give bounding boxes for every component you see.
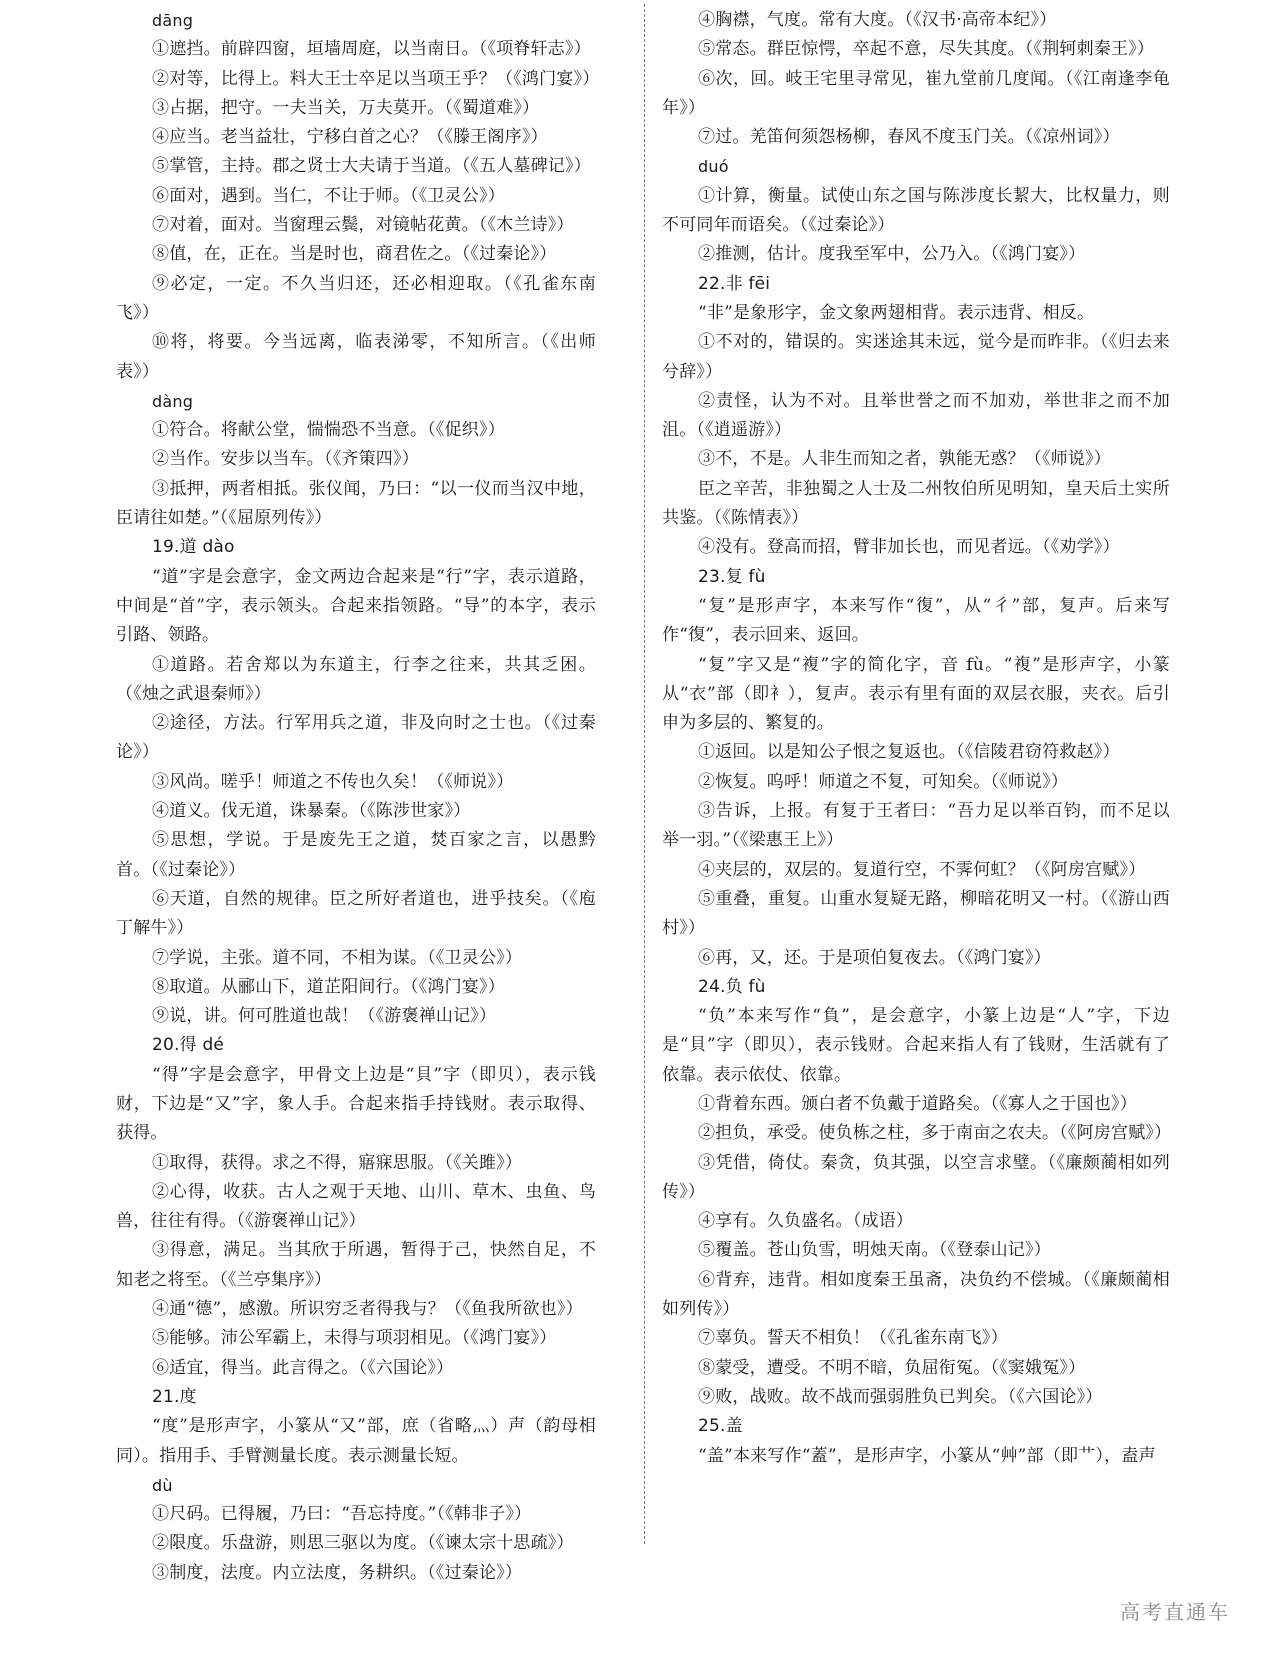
definition-line: ①返回。以是知公子恨之复返也。（《信陵君窃符救赵》） [698,742,1120,763]
definition-line: “盖”本来写作“蓋”，是形声字，小篆从“艸”部（即艹），盍声 [698,1445,1156,1466]
pinyin-label: dāng [152,11,194,30]
definition-line: ⑨必定，一定。不久当归还，还必相迎取。（《孔雀东南飞》） [116,273,596,323]
definition-line: ②推测，估计。度我至军中，公乃入。（《鸿门宴》） [698,244,1086,265]
entry-heading: 20.得 dé [152,1035,225,1056]
right-column [662,6,1170,1471]
definition-line: ⑥面对，遇到。当仁，不让于师。（《卫灵公》） [152,185,505,206]
definition-line: ⑧取道。从郦山下，道芷阳间行。（《鸿门宴》） [152,976,505,997]
entry-heading: 21.度 [152,1386,197,1407]
definition-line: ①尺码。已得履，乃曰：“吾忘持度。”（《韩非子》） [152,1504,532,1525]
definition-line: “非”是象形字，金文象两翅相背。表示违背、相反。 [698,302,1095,323]
column-divider [644,4,645,1544]
definition-line: “复”是形声字，本来写作“復”，从“彳”部，复声。后来写作“復”，表示回来、返回。 [662,595,1170,646]
definition-line: ②恢复。呜呼！师道之不复，可知矣。（《师说》） [698,771,1069,792]
definition-line: “道”字是会意字，金文两边合起来是“行”字，表示道路，中间是“首”字，表示领头。合起来指领路。“导”的本字，表示引路、领路。 [116,566,596,646]
definition-line: ⑤重叠，重复。山重水复疑无路，柳暗花明又一村。（《游山西村》） [662,888,1170,939]
definition-line: “复”字又是“複”字的简化字，音 fù。“複”是形声字，小篆从“衣”部（即衤），复声。表示有里有面的双层衣服，夹衣。后引申为多层的、繁复的。 [662,654,1170,734]
definition-line: ③占据，把守。一夫当关，万夫莫开。（《蜀道难》） [152,97,540,118]
entry-heading: 22.非 fēi [698,273,771,294]
entry-heading: 25.盖 [698,1416,743,1437]
definition-line: ③得意，满足。当其欣于所遇，暂得于己，快然自足，不知老之将至。（《兰亭集序》） [116,1240,596,1290]
definition-line: ⑤常态。群臣惊愕，卒起不意，尽失其度。（《荆轲刺秦王》） [698,39,1155,60]
definition-line: ⑨说，讲。何可胜道也哉！（《游褒禅山记》） [152,1006,497,1027]
definition-line: ④应当。老当益壮，宁移白首之心？（《滕王阁序》） [152,127,548,148]
definition-line: ②责怪，认为不对。且举世誉之而不加劝，举世非之而不加沮。（《逍遥游》） [662,390,1170,441]
definition-line: ①道路。若舍郑以为东道主，行李之往来，共其乏困。（《烛之武退秦师》） [116,654,596,704]
definition-line: ①取得，获得。求之不得，寤寐思服。（《关雎》） [152,1152,523,1173]
definition-line: ④没有。登高而招，臂非加长也，而见者远。（《劝学》） [698,537,1120,558]
definition-line: ⑨败，战败。故不战而强弱胜负已判矣。（《六国论》） [698,1386,1103,1407]
definition-line: ⑦过。羌笛何须怨杨柳，春风不度玉门关。（《凉州词》） [698,127,1120,148]
definition-line: “得”字是会意字，甲骨文上边是“貝”字（即贝），表示钱财，下边是“又”字，象人手。合起来指手持钱财。表示取得、获得。 [116,1064,596,1144]
definition-line: ③告诉，上报。有复于王者曰：“吾力足以举百钧，而不足以举一羽。”（《梁惠王上》） [662,801,1170,851]
definition-line: ⑤掌管，主持。郡之贤士大夫请于当道。（《五人墓碑记》） [152,156,591,177]
definition-line: ①符合。将献公堂，惴惴恐不当意。（《促织》） [152,420,505,441]
definition-line: ⑥背弃，违背。相如度秦王虽斋，决负约不偿城。（《廉颇蔺相如列传》） [662,1269,1170,1320]
entry-heading: 19.道 dào [152,537,235,558]
definition-line: ②对等，比得上。料大王士卒足以当项王乎？（《鸿门宴》） [152,68,600,89]
definition-line: ①计算，衡量。试使山东之国与陈涉度长絜大，比权量力，则不可同年而语矣。（《过秦论》） [662,185,1170,236]
definition-line: ⑦对着，面对。当窗理云鬓，对镜帖花黄。（《木兰诗》） [152,215,574,236]
pinyin-label: duó [698,157,729,177]
definition-line: ⑦学说，主张。道不同，不相为谋。（《卫灵公》） [152,947,523,968]
definition-line: ⑥适宜，得当。此言得之。（《六国论》） [152,1357,454,1378]
entry-heading: 23.复 fù [698,566,766,587]
definition-line: ②途径，方法。行军用兵之道，非及向时之士也。（《过秦论》） [116,713,596,763]
definition-line: ⑧值，在，正在。当是时也，商君佐之。（《过秦论》） [152,244,557,265]
definition-line: ①不对的，错误的。实迷途其未远，觉今是而昨非。（《归去来兮辞》） [662,332,1170,382]
definition-line: ①背着东西。颁白者不负戴于道路矣。（《寡人之于国也》） [698,1093,1137,1114]
watermark-text: 高考直通车 [1120,1600,1230,1624]
definition-line: ⑤思想，学说。于是废先王之道，焚百家之言，以愚黔首。（《过秦论》） [116,830,596,880]
definition-line: ①遮挡。前辟四窗，垣墙周庭，以当南日。（《项脊轩志》） [152,39,591,60]
pinyin-label: dù [152,1475,173,1495]
entry-heading: 24.负 fù [698,976,766,997]
definition-line: ②担负，承受。使负栋之柱，多于南亩之农夫。（《阿房宫赋》） [698,1123,1172,1144]
pinyin-label: dàng [152,391,194,411]
definition-line: ⑧蒙受，遭受。不明不暗，负屈衔冤。（《窦娥冤》） [698,1357,1086,1378]
definition-line: ⑥次，回。岐王宅里寻常见，崔九堂前几度闻。（《江南逢李龟年》） [662,68,1170,118]
definition-line: ③制度，法度。内立法度，务耕织。（《过秦论》） [152,1562,523,1583]
definition-line: ⑤能够。沛公军霸上，未得与项羽相见。（《鸿门宴》） [152,1328,557,1349]
definition-line: ④道义。伐无道，诛暴秦。（《陈涉世家》） [152,801,471,822]
definition-line: ②当作。安步以当车。（《齐策四》） [152,449,419,470]
definition-line: ③凭借，倚仗。秦贪，负其强，以空言求璧。（《廉颇蔺相如列传》） [662,1152,1170,1202]
definition-line: ③风尚。嗟乎！师道之不传也久矣！（《师说》） [152,771,514,792]
definition-line: ⑦辜负。誓天不相负！（《孔雀东南飞》） [698,1328,1008,1349]
definition-line: ④享有。久负盛名。（成语） [698,1211,914,1232]
definition-line: ④夹层的，双层的。复道行空，不霁何虹？（《阿房宫赋》） [698,859,1146,880]
definition-line: ⑤覆盖。苍山负雪，明烛天南。（《登泰山记》） [698,1240,1051,1261]
definition-line: ②限度。乐盘游，则思三驱以为度。（《谏太宗十思疏》） [152,1533,574,1554]
definition-line: “度”是形声字，小篆从“又”部，庶（省略灬）声（韵母相同）。指用手、手臂测量长度。表示测量长短。 [116,1416,596,1466]
definition-line: ④通“德”，感激。所识穷乏者得我与？（《鱼我所欲也》） [152,1299,583,1320]
definition-line: ⑥再，又，还。于是项伯复夜去。（《鸿门宴》） [698,947,1051,968]
definition-line: ⑩将，将要。今当远离，临表涕零，不知所言。（《出师表》） [116,332,596,382]
definition-line: ③不，不是。人非生而知之者，孰能无惑？（《师说》） [698,449,1111,470]
left-column [116,6,600,1588]
definition-line: ②心得，收获。古人之观于天地、山川、草木、虫鱼、鸟兽，往往有得。（《游褒禅山记》） [116,1181,596,1232]
definition-line: ④胸襟，气度。常有大度。（《汉书·高帝本纪》） [698,10,1057,30]
definition-line: 臣之辛苦，非独蜀之人士及二州牧伯所见明知，皇天后土实所共鉴。（《陈情表》） [662,478,1170,529]
definition-line: ③抵押，两者相抵。张仪闻，乃曰：“以一仪而当汉中地，臣请往如楚。”（《屈原列传》） [116,478,596,529]
definition-line: “负”本来写作“負”，是会意字，小篆上边是“人”字，下边是“貝”字（即贝），表示钱财。合起来指人有了钱财，生活就有了依靠。表示依仗、依靠。 [662,1006,1170,1085]
definition-line: ⑥天道，自然的规律。臣之所好者道也，进乎技矣。（《庖丁解牛》） [116,888,596,939]
